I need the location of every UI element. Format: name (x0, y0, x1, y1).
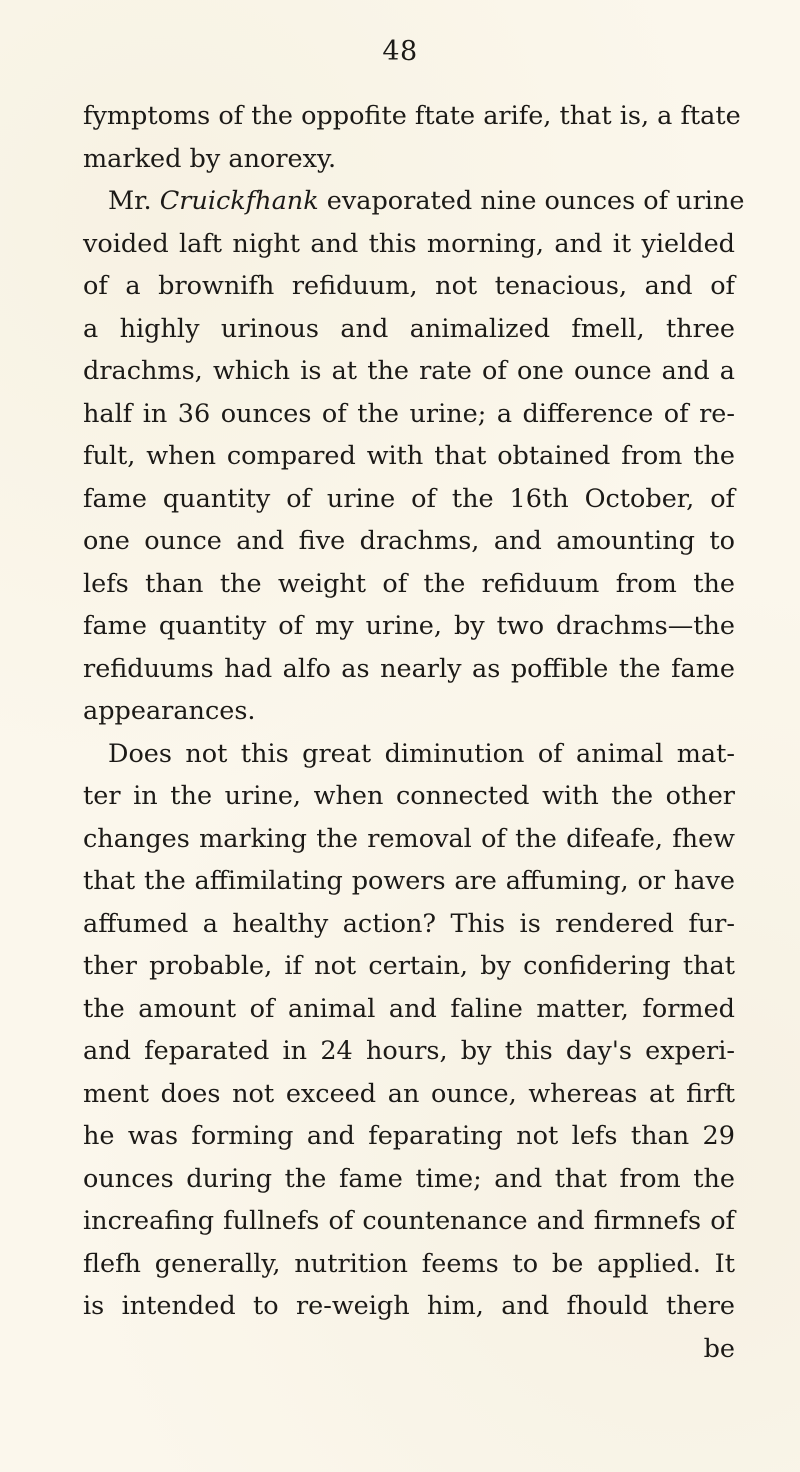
page-number: 48 (382, 36, 418, 67)
text-line: appearances. (83, 696, 256, 726)
text-line: fymptoms of the oppofite ftate arife, that is, a ftate (83, 101, 741, 131)
person-name: Cruickfhank (159, 186, 319, 216)
text-line: and feparated in 24 hours, by this day's experi- (83, 1036, 735, 1066)
text-line: of a brownifh refiduum, not tenacious, and of (83, 271, 735, 301)
text-line: ter in the urine, when connected with the other (83, 781, 735, 811)
text-line: Does not this great diminution of animal mat- (108, 738, 735, 769)
text-line: marked by anorexy. (83, 143, 337, 174)
text-line-with-name (83, 180, 745, 223)
text-line: a highly urinous and animalized fmell, three (83, 313, 735, 344)
text-line: half in 36 ounces of the urine; a difference of re- (83, 398, 735, 429)
text-line: that the affimilating powers are affuming, or have (83, 866, 735, 896)
text-line: increafing fullnefs of countenance and firmnefs of (83, 1206, 735, 1236)
text-line: the amount of animal and faline matter, formed (83, 993, 735, 1024)
text-line: fame quantity of my urine, by two drachms—the (83, 611, 735, 641)
title-prefix: Mr. (108, 186, 152, 216)
text-line: ther probable, if not certain, by confidering that (83, 951, 735, 981)
text-line: affumed a healthy action? This is rendered fur- (83, 908, 735, 939)
body-text (83, 95, 745, 1370)
text-line: he was forming and feparating not lefs than 29 (83, 1121, 735, 1151)
text-line: drachms, which is at the rate of one ounce and a (83, 356, 735, 386)
text-line-remainder: evaporated nine ounces of urine (326, 186, 745, 216)
text-line: fult, when compared with that obtained from the (83, 441, 735, 471)
text-line: ounces during the fame time; and that from the (83, 1163, 735, 1194)
text-line: changes marking the removal of the difeafe, fhew (83, 823, 735, 854)
text-line: one ounce and five drachms, and amounting to (83, 526, 735, 556)
text-line: voided laft night and this morning, and it yielded (83, 228, 735, 259)
text-line: lefs than the weight of the refiduum from the (83, 568, 735, 599)
catchword: be (703, 1333, 735, 1364)
text-line: fame quantity of urine of the 16th October, of (83, 483, 735, 514)
text-line: is intended to re-weigh him, and fhould there (83, 1291, 735, 1321)
text-line: ment does not exceed an ounce, whereas at firft (83, 1078, 735, 1109)
text-line: refiduums had alfo as nearly as poffible the fame (83, 653, 735, 684)
text-line: flefh generally, nutrition feems to be applied. It (83, 1248, 735, 1279)
